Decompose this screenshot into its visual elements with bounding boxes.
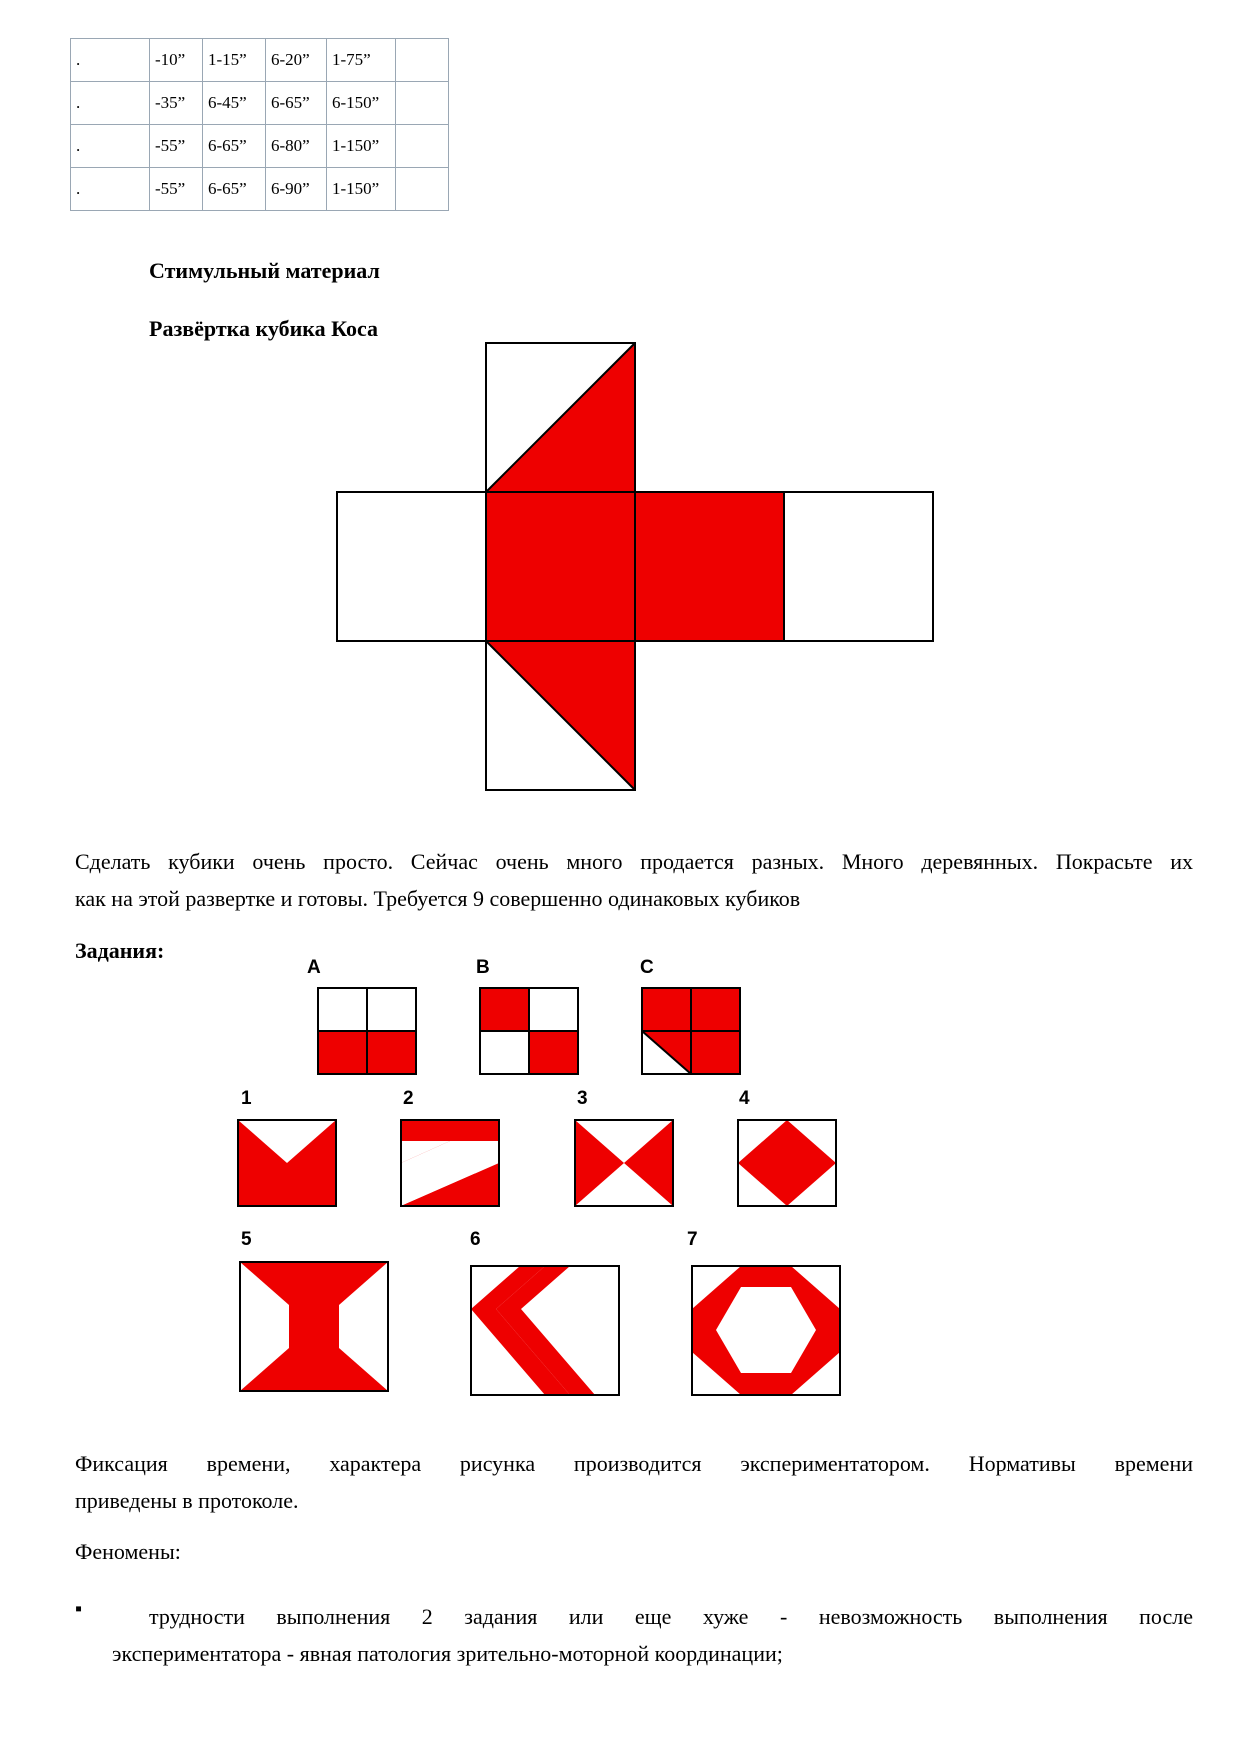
- table-cell: 6-90”: [266, 168, 327, 211]
- pattern-7: [692, 1266, 842, 1397]
- subsection-title: Развёртка кубика Коса: [149, 316, 379, 341]
- table-cell: 6-65”: [203, 168, 266, 211]
- phenomena-label: Феномены:: [75, 1539, 181, 1564]
- bullet-marker: ▪: [75, 1598, 83, 1620]
- bullet-line-1: трудности выполнения 2 задания или еще хуже - невозможность выполнения после: [149, 1604, 1193, 1629]
- bullet-item: [112, 1598, 1193, 1672]
- table-cell: 6-20”: [266, 39, 327, 82]
- pattern-a: [318, 988, 418, 1076]
- pattern-4: [738, 1120, 838, 1208]
- label-4: 4: [739, 1088, 750, 1109]
- table-cell: 1-75”: [327, 39, 396, 82]
- table-cell: 6-45”: [203, 82, 266, 125]
- intro-paragraph: [75, 843, 1193, 917]
- table-cell: -35”: [150, 82, 203, 125]
- table-cell: 6-80”: [266, 125, 327, 168]
- cube-face-far-right: [784, 492, 933, 641]
- label-a: A: [307, 957, 321, 978]
- table-cell: .: [71, 39, 150, 82]
- fixation-line-1: Фиксация времени, характера рисунка производится экспериментатором. Нормативы времени: [75, 1451, 1193, 1476]
- label-7: 7: [687, 1229, 698, 1250]
- table-cell: .: [71, 125, 150, 168]
- cube-face-left: [337, 492, 486, 641]
- pattern-6: [471, 1266, 621, 1397]
- table-cell: .: [71, 168, 150, 211]
- tasks-label: Задания:: [75, 938, 165, 963]
- table-cell: .: [71, 82, 150, 125]
- table-cell: 1-15”: [203, 39, 266, 82]
- pattern-2: [401, 1120, 501, 1208]
- table-cell: 1-150”: [327, 125, 396, 168]
- cube-face-right-red: [635, 492, 784, 641]
- label-c: C: [640, 957, 654, 978]
- bullet-line-2: экспериментатора - явная патология зрительно-моторной координации;: [112, 1641, 783, 1666]
- label-2: 2: [403, 1088, 414, 1109]
- intro-line-1: Сделать кубики очень просто. Сейчас очень много продается разных. Много деревянных. Покрасьте их: [75, 849, 1193, 874]
- cube-face-center: [486, 492, 635, 641]
- table-cell: -10”: [150, 39, 203, 82]
- table-cell: 6-150”: [327, 82, 396, 125]
- pattern-1: [238, 1120, 338, 1208]
- section-title: Стимульный материал: [149, 258, 380, 283]
- cube-net: [0, 0, 1240, 820]
- table-cell: 6-65”: [203, 125, 266, 168]
- table-cell: 6-65”: [266, 82, 327, 125]
- fixation-line-2: приведены в протоколе.: [75, 1488, 299, 1513]
- pattern-5: [240, 1262, 390, 1393]
- label-3: 3: [577, 1088, 588, 1109]
- pattern-b: [480, 988, 580, 1076]
- label-6: 6: [470, 1229, 481, 1250]
- label-b: B: [476, 957, 490, 978]
- table-cell: -55”: [150, 125, 203, 168]
- label-5: 5: [241, 1229, 252, 1250]
- pattern-c: [642, 988, 742, 1076]
- table-cell: -55”: [150, 168, 203, 211]
- pattern-3: [575, 1120, 675, 1208]
- table-cell: 1-150”: [327, 168, 396, 211]
- fixation-paragraph: [75, 1445, 1193, 1519]
- label-1: 1: [241, 1088, 252, 1109]
- intro-line-2: как на этой развертке и готовы. Требуется 9 совершенно одинаковых кубиков: [75, 886, 801, 911]
